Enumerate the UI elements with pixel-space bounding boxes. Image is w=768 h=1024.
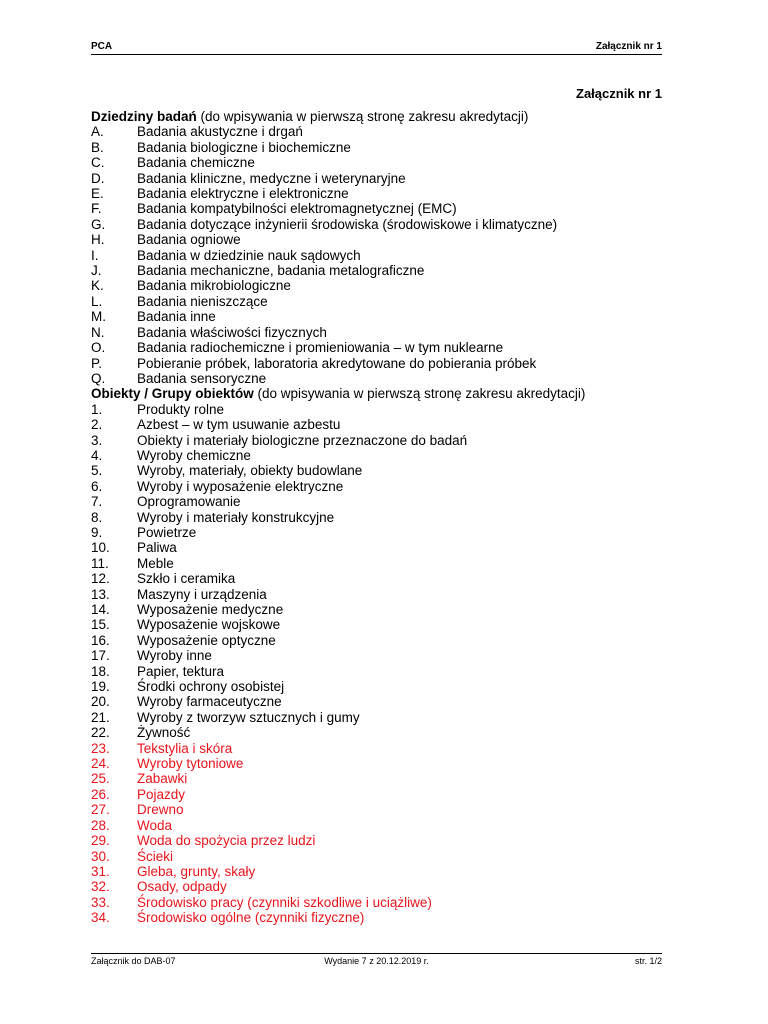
page-header (91, 41, 662, 55)
list-item-code: H. (91, 232, 105, 248)
list-item-label: Wyroby z tworzyw sztucznych i gumy (137, 709, 360, 725)
list-item-code: I. (91, 247, 99, 263)
list-item-label: Badania elektryczne i elektroniczne (137, 186, 349, 202)
list-item-label: Badania biologiczne i biochemiczne (137, 139, 351, 155)
list-item-code: 34. (91, 910, 110, 926)
list-item-code: 2. (91, 417, 103, 433)
list-item-code: 26. (91, 786, 110, 802)
objects-list (91, 402, 691, 926)
list-item-label: Azbest – w tym usuwanie azbestu (137, 417, 341, 433)
object-list-item (91, 602, 691, 617)
object-list-item (91, 494, 691, 509)
list-item-code: 11. (91, 555, 109, 571)
field-list-item (91, 263, 691, 278)
object-list-item (91, 879, 691, 894)
object-list-item (91, 694, 691, 709)
list-item-label: Wyroby i materiały konstrukcyjne (137, 509, 335, 525)
object-list-item (91, 648, 691, 663)
list-item-code: 1. (91, 401, 103, 417)
object-list-item (91, 756, 691, 771)
list-item-code: 4. (91, 447, 103, 463)
list-item-label: Drewno (137, 802, 184, 818)
list-item-label: Badania właściwości fizycznych (137, 324, 327, 340)
object-list-item (91, 617, 691, 632)
section-heading-objects-bold: Obiekty / Grupy obiektów (91, 386, 254, 402)
list-item-code: 21. (91, 709, 110, 725)
list-item-label: Badania ogniowe (137, 232, 241, 248)
list-item-label: Badania w dziedzinie nauk sądowych (137, 247, 361, 263)
list-item-code: 9. (91, 524, 103, 540)
list-item-code: 25. (91, 771, 110, 787)
object-list-item (91, 818, 691, 833)
list-item-code: P. (91, 355, 103, 371)
list-item-label: Meble (137, 555, 174, 571)
object-list-item (91, 741, 691, 756)
list-item-label: Osady, odpady (137, 879, 227, 895)
field-list-item (91, 140, 691, 155)
field-list-item (91, 171, 691, 186)
list-item-label: Pobieranie próbek, laboratoria akredytowane do pobierania próbek (137, 355, 537, 371)
object-list-item (91, 417, 691, 432)
list-item-code: 31. (91, 863, 110, 879)
list-item-code: 6. (91, 478, 103, 494)
list-item-label: Badania kliniczne, medyczne i weterynaryjne (137, 170, 406, 186)
footer-right: str. 1/2 (634, 956, 662, 966)
field-list-item (91, 217, 691, 232)
list-item-code: J. (91, 263, 102, 279)
object-list-item (91, 802, 691, 817)
list-item-label: Wyposażenie medyczne (137, 602, 284, 617)
list-item-code: 23. (91, 740, 110, 756)
list-item-label: Żywność (137, 725, 191, 741)
list-item-label: Badania nieniszczące (137, 293, 268, 309)
list-item-code: 30. (91, 848, 110, 864)
object-list-item (91, 571, 691, 586)
list-item-label: Środowisko ogólne (czynniki fizyczne) (137, 910, 365, 926)
object-list-item (91, 725, 691, 740)
list-item-label: Woda (137, 817, 173, 833)
list-item-label: Badania kompatybilności elektromagnetycznej (EMC) (137, 201, 457, 217)
list-item-label: Badania inne (137, 309, 216, 325)
page-footer (91, 953, 662, 967)
section-heading-fields-note: (do wpisywania w pierwszą stronę zakresu akredytacji) (196, 109, 529, 124)
object-list-item (91, 787, 691, 802)
list-item-code: K. (91, 278, 104, 294)
list-item-code: 18. (91, 663, 110, 679)
list-item-label: Badania akustyczne i drgań (137, 124, 303, 140)
object-list-item (91, 540, 691, 555)
list-item-code: 20. (91, 694, 110, 710)
section-heading-objects-note: (do wpisywania w pierwszą stronę zakresu akredytacji) (253, 386, 586, 402)
list-item-label: Ścieki (137, 848, 174, 864)
list-item-code: 14. (91, 602, 110, 617)
list-item-label: Powietrze (137, 524, 197, 540)
object-list-item (91, 433, 691, 448)
object-list-item (91, 633, 691, 648)
list-item-code: 19. (91, 679, 110, 695)
object-list-item (91, 587, 691, 602)
list-item-label: Wyroby inne (137, 648, 212, 664)
annex-title: Załącznik nr 1 (576, 86, 662, 101)
list-item-label: Badania radiochemiczne i promieniowania – w tym nuklearne (137, 340, 504, 356)
object-list-item (91, 479, 691, 494)
list-item-label: Wyroby i wyposażenie elektryczne (137, 478, 344, 494)
list-item-code: G. (91, 216, 106, 232)
header-right: Załącznik nr 1 (595, 41, 662, 52)
list-item-code: 29. (91, 833, 110, 849)
field-list-item (91, 356, 691, 371)
list-item-code: L. (91, 293, 103, 309)
section-heading-fields-bold: Dziedziny badań (91, 109, 197, 124)
field-list-item (91, 155, 691, 170)
list-item-label: Produkty rolne (137, 401, 225, 417)
field-list-item (91, 124, 691, 139)
object-list-item (91, 556, 691, 571)
list-item-code: 27. (91, 802, 110, 818)
list-item-code: 3. (91, 432, 103, 448)
list-item-label: Zabawki (137, 771, 188, 787)
object-list-item (91, 402, 691, 417)
list-item-label: Badania dotyczące inżynierii środowiska (środowiskowe i klimatyczne) (137, 216, 558, 232)
field-list-item (91, 294, 691, 309)
field-list-item (91, 248, 691, 263)
list-item-code: N. (91, 324, 105, 340)
field-list-item (91, 186, 691, 201)
object-list-item (91, 664, 691, 679)
list-item-label: Badania chemiczne (137, 155, 255, 171)
list-item-label: Papier, tektura (137, 663, 225, 679)
list-item-code: 32. (91, 879, 110, 895)
field-list-item (91, 371, 691, 386)
list-item-label: Paliwa (137, 540, 177, 556)
list-item-code: B. (91, 139, 104, 155)
list-item-label: Badania mechaniczne, badania metalograficzne (137, 263, 425, 279)
list-item-label: Wyposażenie wojskowe (137, 617, 281, 633)
list-item-label: Wyroby tytoniowe (137, 756, 244, 772)
field-list-item (91, 278, 691, 293)
field-list-item (91, 201, 691, 216)
field-list-item (91, 232, 691, 247)
object-list-item (91, 895, 691, 910)
list-item-label: Pojazdy (137, 786, 186, 802)
list-item-code: 33. (91, 894, 110, 910)
field-list-item (91, 309, 691, 324)
object-list-item (91, 510, 691, 525)
list-item-label: Szkło i ceramika (137, 571, 236, 587)
section-heading-fields (91, 109, 691, 124)
list-item-label: Badania sensoryczne (137, 370, 267, 386)
object-list-item (91, 448, 691, 463)
fields-list (91, 124, 691, 386)
list-item-code: 17. (91, 648, 110, 664)
list-item-code: 5. (91, 463, 103, 479)
object-list-item (91, 833, 691, 848)
object-list-item (91, 849, 691, 864)
document-content (91, 109, 691, 926)
list-item-code: C. (91, 155, 105, 171)
list-item-code: M. (91, 309, 106, 325)
footer-left: Załącznik do DAB-07 (91, 956, 176, 966)
object-list-item (91, 679, 691, 694)
list-item-code: 22. (91, 725, 110, 741)
object-list-item (91, 525, 691, 540)
list-item-label: Wyposażenie optyczne (137, 632, 276, 648)
section-heading-objects (91, 386, 691, 401)
list-item-label: Wyroby chemiczne (137, 447, 251, 463)
object-list-item (91, 463, 691, 478)
object-list-item (91, 710, 691, 725)
field-list-item (91, 340, 691, 355)
list-item-label: Badania mikrobiologiczne (137, 278, 291, 294)
list-item-code: D. (91, 170, 105, 186)
list-item-label: Środki ochrony osobistej (137, 679, 285, 695)
list-item-label: Oprogramowanie (137, 494, 241, 510)
list-item-label: Tekstylia i skóra (137, 740, 233, 756)
list-item-label: Gleba, grunty, skały (137, 863, 256, 879)
list-item-label: Woda do spożycia przez ludzi (137, 833, 316, 849)
list-item-code: 8. (91, 509, 103, 525)
list-item-code: 16. (91, 632, 110, 648)
list-item-code: 24. (91, 756, 110, 772)
field-list-item (91, 325, 691, 340)
list-item-code: F. (91, 201, 102, 217)
header-left: PCA (91, 41, 113, 52)
list-item-label: Wyroby, materiały, obiekty budowlane (137, 463, 363, 479)
list-item-code: 10. (91, 540, 110, 556)
list-item-code: A. (91, 124, 104, 140)
list-item-code: E. (91, 186, 104, 202)
list-item-code: 28. (91, 817, 110, 833)
list-item-label: Wyroby farmaceutyczne (137, 694, 282, 710)
list-item-code: 7. (91, 494, 103, 510)
object-list-item (91, 771, 691, 786)
list-item-label: Środowisko pracy (czynniki szkodliwe i uciążliwe) (137, 894, 432, 910)
list-item-label: Maszyny i urządzenia (137, 586, 267, 602)
list-item-label: Obiekty i materiały biologiczne przeznaczone do badań (137, 432, 468, 448)
list-item-code: Q. (91, 370, 106, 386)
list-item-code: 15. (91, 617, 110, 633)
list-item-code: O. (91, 340, 106, 356)
object-list-item (91, 910, 691, 925)
object-list-item (91, 864, 691, 879)
footer-center: Wydanie 7 z 20.12.2019 r. (324, 956, 429, 966)
list-item-code: 13. (91, 586, 110, 602)
list-item-code: 12. (91, 571, 110, 587)
